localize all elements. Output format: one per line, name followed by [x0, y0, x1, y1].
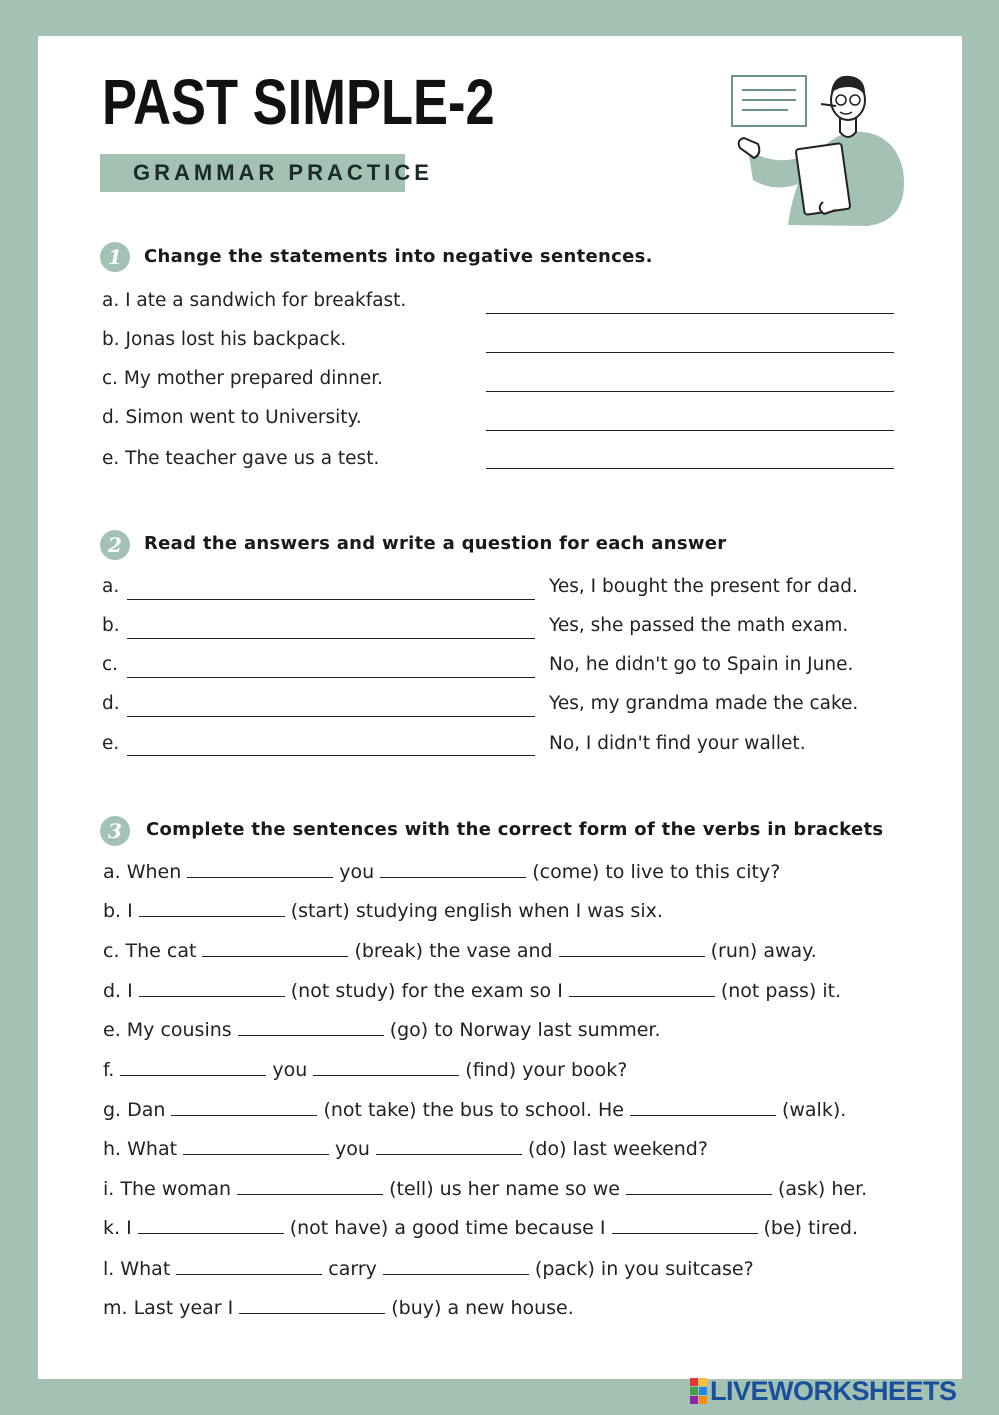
answer-line-1a[interactable] — [486, 313, 894, 314]
section-1-item-c: c. My mother prepared dinner. — [102, 368, 384, 389]
section-2-letter-e: e. — [102, 733, 120, 754]
section-3-item-l — [103, 1258, 754, 1280]
item-text: (find) your book? — [465, 1059, 628, 1081]
item-text: e. My cousins — [103, 1019, 232, 1041]
item-text: (buy) a new house. — [391, 1297, 574, 1319]
section-1-item-b: b. Jonas lost his backpack. — [102, 329, 347, 350]
item-text: (ask) her. — [777, 1178, 868, 1200]
section-2-letter-c: c. — [102, 654, 119, 675]
section-3-item-k — [103, 1217, 858, 1239]
item-text: h. What — [103, 1138, 178, 1160]
blank-field[interactable] — [187, 862, 333, 878]
section-3-item-m — [103, 1297, 574, 1319]
blank-field[interactable] — [238, 1020, 384, 1036]
section-3-item-g — [103, 1099, 846, 1121]
item-text: l. What — [103, 1258, 171, 1280]
blank-field[interactable] — [380, 862, 526, 878]
item-text: b. I — [103, 900, 133, 922]
item-text: (break) the vase and — [354, 940, 553, 962]
item-text: c. The cat — [103, 940, 197, 962]
item-text: (be) tired. — [763, 1217, 859, 1239]
section-3-item-i — [103, 1178, 867, 1200]
section-1-item-a: a. I ate a sandwich for breakfast. — [102, 290, 407, 311]
blank-field[interactable] — [183, 1139, 329, 1155]
item-text: you — [272, 1059, 308, 1081]
section-1-item-e: e. The teacher gave us a test. — [102, 448, 380, 469]
blank-field[interactable] — [376, 1139, 522, 1155]
item-text: (walk). — [781, 1099, 847, 1121]
item-text: (run) away. — [710, 940, 817, 962]
blank-field[interactable] — [138, 1218, 284, 1234]
blank-field[interactable] — [139, 981, 285, 997]
section-3-item-b — [103, 900, 663, 922]
section-2-answer-d: Yes, my grandma made the cake. — [549, 693, 859, 714]
blank-field[interactable] — [120, 1060, 266, 1076]
answer-line-1d[interactable] — [486, 430, 894, 431]
blank-field[interactable] — [626, 1179, 772, 1195]
answer-line-2e[interactable] — [127, 755, 535, 756]
item-text: (not pass) it. — [720, 980, 842, 1002]
blank-field[interactable] — [237, 1179, 383, 1195]
section-1-number: 1 — [100, 242, 130, 272]
answer-line-1c[interactable] — [486, 391, 894, 392]
blank-field[interactable] — [239, 1298, 385, 1314]
section-3-item-h — [103, 1138, 708, 1160]
section-3-number: 3 — [100, 816, 130, 846]
section-2-title: Read the answers and write a question for each answer — [144, 533, 727, 554]
section-3-item-c — [103, 940, 817, 962]
item-text: (tell) us her name so we — [389, 1178, 620, 1200]
blank-field[interactable] — [171, 1100, 317, 1116]
teacher-illustration — [728, 70, 910, 235]
section-3-item-d — [103, 980, 841, 1002]
logo-mark-icon — [690, 1378, 707, 1404]
answer-line-2b[interactable] — [127, 638, 535, 639]
blank-field[interactable] — [383, 1259, 529, 1275]
item-text: you — [335, 1138, 370, 1160]
section-2-letter-a: a. — [102, 576, 120, 597]
liveworksheets-logo[interactable] — [690, 1376, 957, 1406]
blank-field[interactable] — [559, 941, 705, 957]
item-text: (not have) a good time because I — [289, 1217, 606, 1239]
section-3-item-e — [103, 1019, 661, 1041]
answer-line-2c[interactable] — [127, 677, 535, 678]
item-text: (come) to live to this city? — [532, 861, 781, 883]
item-text: m. Last year I — [103, 1297, 234, 1319]
item-text: carry — [328, 1258, 377, 1280]
item-text: you — [339, 861, 375, 883]
item-text: (go) to Norway last summer. — [389, 1019, 661, 1041]
section-2-letter-d: d. — [102, 693, 120, 714]
item-text: d. I — [103, 980, 133, 1002]
item-text: (not study) for the exam so I — [290, 980, 563, 1002]
blank-field[interactable] — [569, 981, 715, 997]
section-2-answer-a: Yes, I bought the present for dad. — [549, 576, 858, 597]
section-2-number: 2 — [100, 530, 130, 560]
blank-field[interactable] — [612, 1218, 758, 1234]
section-3-item-f — [103, 1059, 627, 1081]
blank-field[interactable] — [313, 1060, 459, 1076]
section-2-answer-e: No, I didn't find your wallet. — [549, 733, 806, 754]
section-1-item-d: d. Simon went to University. — [102, 407, 362, 428]
item-text: g. Dan — [103, 1099, 166, 1121]
blank-field[interactable] — [176, 1259, 322, 1275]
blank-field[interactable] — [202, 941, 348, 957]
blank-field[interactable] — [139, 901, 285, 917]
section-3-title: Complete the sentences with the correct form of the verbs in brackets — [146, 819, 884, 840]
answer-line-2d[interactable] — [127, 716, 535, 717]
section-1-title: Change the statements into negative sentences. — [144, 246, 653, 267]
page-title: PAST SIMPLE-2 — [102, 66, 495, 138]
item-text: a. When — [103, 861, 182, 883]
section-2-answer-b: Yes, she passed the math exam. — [549, 615, 849, 636]
section-3-item-a — [103, 861, 780, 883]
page-subtitle: GRAMMAR PRACTICE — [133, 160, 433, 185]
item-text: (not take) the bus to school. He — [323, 1099, 624, 1121]
answer-line-1e[interactable] — [486, 468, 894, 469]
item-text: i. The woman — [103, 1178, 232, 1200]
item-text: (do) last weekend? — [527, 1138, 708, 1160]
section-2-letter-b: b. — [102, 615, 120, 636]
section-2-answer-c: No, he didn't go to Spain in June. — [549, 654, 854, 675]
item-text: (pack) in you suitcase? — [534, 1258, 754, 1280]
blank-field[interactable] — [630, 1100, 776, 1116]
item-text: (start) studying english when I was six. — [290, 900, 663, 922]
logo-text: LIVEWORKSHEETS — [710, 1375, 957, 1406]
item-text: k. I — [103, 1217, 132, 1239]
answer-line-2a[interactable] — [127, 599, 535, 600]
answer-line-1b[interactable] — [486, 352, 894, 353]
item-text: f. — [103, 1059, 115, 1081]
